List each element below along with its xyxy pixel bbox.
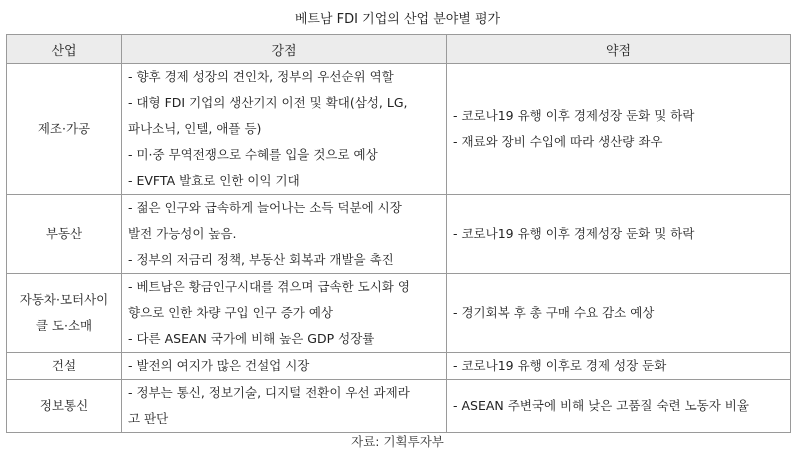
strength-line: - 미·중 무역전쟁으로 수혜를 입을 것으로 예상 (128, 147, 378, 162)
table-title: 베트남 FDI 기업의 산업 분야별 평가 (294, 12, 501, 27)
strength-line: - EVFTA 발효로 인한 이익 기대 (128, 173, 300, 188)
source-note: 자료: 기획투자부 (351, 434, 444, 449)
table-row (7, 353, 791, 380)
strength-line: 파나소닉, 인텔, 애플 등) (128, 121, 262, 136)
table-row (7, 380, 791, 433)
header-industry: 산업 (7, 35, 122, 64)
weakness-cell (447, 195, 791, 274)
table-row (7, 64, 791, 195)
strength-line: 향으로 인한 차량 구입 인구 증가 예상 (128, 305, 333, 320)
strength-line: - 베트남은 황금인구시대를 겪으며 급속한 도시화 영 (128, 279, 410, 294)
strength-cell (122, 380, 447, 433)
strength-cell (122, 353, 447, 380)
strength-line: 발전 가능성이 높음. (128, 226, 237, 241)
strength-line: - 향후 경제 성장의 견인차, 정부의 우선순위 역할 (128, 69, 394, 84)
industry-label: 클 도·소매 (35, 318, 93, 333)
industry-cell (7, 64, 122, 195)
industry-cell (7, 353, 122, 380)
weakness-line: - 코로나19 유행 이후 경제성장 둔화 및 하락 (453, 226, 695, 241)
strength-line: - 발전의 여지가 많은 건설업 시장 (128, 358, 310, 373)
industry-cell (7, 380, 122, 433)
strength-cell (122, 64, 447, 195)
strength-cell (122, 195, 447, 274)
weakness-cell (447, 353, 791, 380)
industry-label: 부동산 (45, 226, 83, 241)
strength-line: - 젊은 인구와 급속하게 늘어나는 소득 덕분에 시장 (128, 200, 402, 215)
weakness-line: - 재료와 장비 수입에 따라 생산량 좌우 (453, 134, 663, 149)
strength-line: - 정부의 저금리 정책, 부동산 회복과 개발을 촉진 (128, 252, 394, 267)
table-row (7, 274, 791, 353)
weakness-line: - 코로나19 유행 이후로 경제 성장 둔화 (453, 358, 667, 373)
industry-label: 제조·가공 (37, 121, 91, 136)
industry-evaluation-table (6, 34, 791, 433)
strength-line: - 대형 FDI 기업의 생산기지 이전 및 확대(삼성, LG, (128, 95, 408, 110)
industry-label: 정보통신 (39, 398, 89, 413)
header-strength: 강점 (122, 35, 447, 64)
weakness-cell (447, 274, 791, 353)
header-weakness: 약점 (447, 35, 791, 64)
industry-label: 건설 (51, 358, 77, 373)
header-row (7, 35, 791, 64)
industry-cell (7, 274, 122, 353)
weakness-line: - ASEAN 주변국에 비해 낮은 고품질 숙련 노동자 비율 (453, 398, 749, 413)
strength-line: - 정부는 통신, 정보기술, 디지털 전환이 우선 과제라 (128, 385, 410, 400)
weakness-line: - 코로나19 유행 이후 경제성장 둔화 및 하락 (453, 108, 695, 123)
industry-label: 자동차·모터사이 (19, 292, 109, 307)
strength-line: 고 판단 (128, 411, 169, 426)
industry-cell (7, 195, 122, 274)
strength-line: - 다른 ASEAN 국가에 비해 높은 GDP 성장률 (128, 331, 375, 346)
weakness-cell (447, 64, 791, 195)
weakness-cell (447, 380, 791, 433)
weakness-line: - 경기회복 후 총 구매 수요 감소 예상 (453, 305, 655, 320)
table-row (7, 195, 791, 274)
strength-cell (122, 274, 447, 353)
